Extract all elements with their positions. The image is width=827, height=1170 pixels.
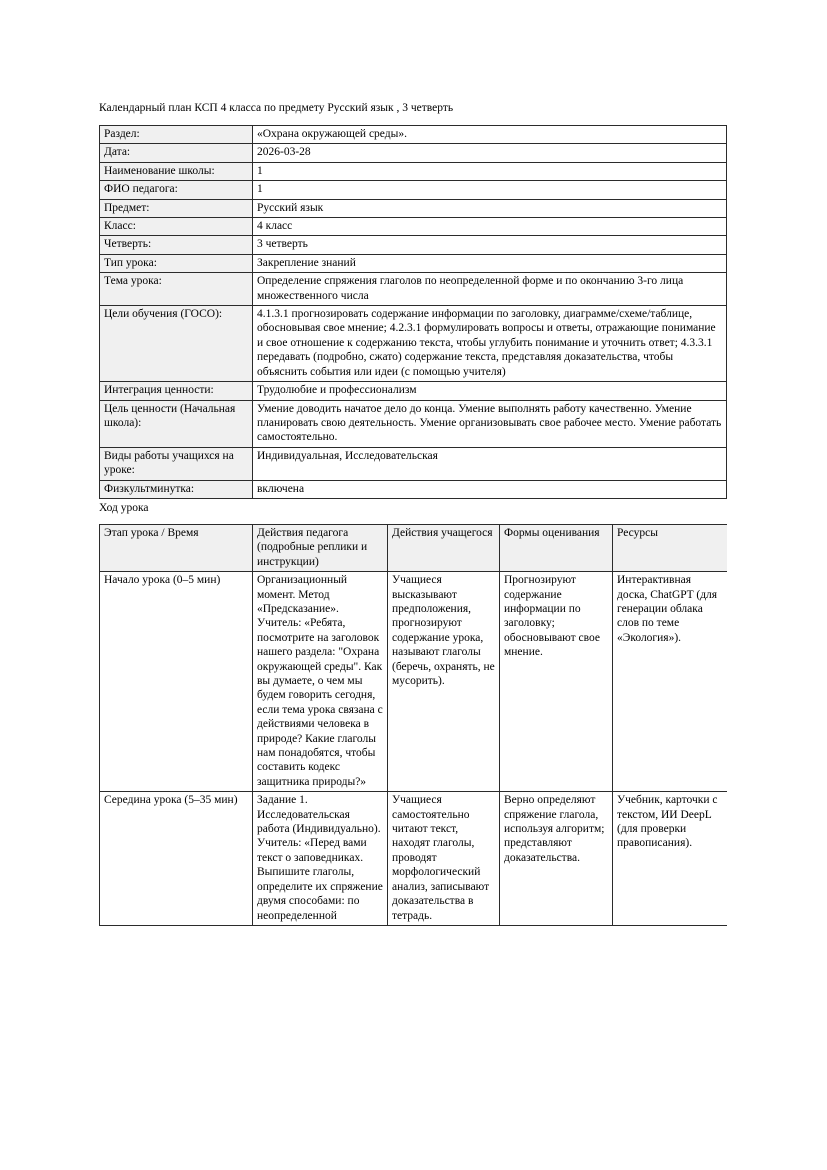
document-title: Календарный план КСП 4 класса по предмету Русский язык , 3 четверть — [99, 102, 454, 114]
info-value: Индивидуальная, Исследовательская — [253, 447, 727, 480]
info-value: 2026-03-28 — [253, 144, 727, 162]
info-value: Определение спряжения глаголов по неопределенной форме и по окончанию 3-го лица множественного числа — [253, 273, 727, 306]
table-row — [100, 447, 727, 480]
table-row — [100, 162, 727, 180]
lesson-flow-caption: Ход урока — [99, 501, 149, 514]
info-label: Физкультминутка: — [100, 480, 253, 498]
table-row — [100, 144, 727, 162]
table-header-row — [100, 524, 728, 571]
lesson-flow-table — [99, 524, 727, 926]
lesson-info-table — [99, 125, 727, 499]
cell-stage: Середина урока (5–35 мин) — [100, 792, 253, 926]
lesson-flow-clip — [99, 524, 727, 926]
table-row — [100, 273, 727, 306]
table-row — [100, 218, 727, 236]
lesson-flow-body — [100, 572, 728, 926]
info-label: Четверть: — [100, 236, 253, 254]
info-label: Предмет: — [100, 199, 253, 217]
cell-resources: Учебник, карточки с текстом, ИИ DeepL (для проверки правописания). — [613, 792, 728, 926]
column-header-teacher-actions: Действия педагога (подробные реплики и инструкции) — [253, 524, 388, 571]
info-label: Класс: — [100, 218, 253, 236]
info-value: «Охрана окружающей среды». — [253, 126, 727, 144]
info-value: 4.1.3.1 прогнозировать содержание информации по заголовку, диаграмме/схеме/таблице, обосновывая свое мнение; 4.2.3.1 формулировать вопросы и ответы, отражающие понимание и свое отношение к содержанию текста, чтобы углубить понимание и уточнить ответ; 4.3.3.1 передавать (подробно, сжато) содержание текста, представляя доказательства, чтобы объяснить события или идеи (с помощью учителя) — [253, 306, 727, 382]
table-row — [100, 382, 727, 400]
column-header-assessment: Формы оценивания — [500, 524, 613, 571]
cell-teacher-actions: Задание 1. Исследовательская работа (Индивидуально). Учитель: «Перед вами текст о заповедниках. Выпишите глаголы, определите их спряжение двумя способами: по неопределенной — [253, 792, 388, 926]
info-value: Умение доводить начатое дело до конца. Умение выполнять работу качественно. Умение планировать свою деятельность. Умение организовывать свое рабочее место. Умение работать самостоятельно. — [253, 400, 727, 447]
info-value: 4 класс — [253, 218, 727, 236]
table-row — [100, 126, 727, 144]
info-label: Виды работы учащихся на уроке: — [100, 447, 253, 480]
cell-assessment: Прогнозируют содержание информации по заголовку; обосновывают свое мнение. — [500, 572, 613, 792]
info-value: 1 — [253, 162, 727, 180]
info-label: Цель ценности (Начальная школа): — [100, 400, 253, 447]
cell-stage: Начало урока (0–5 мин) — [100, 572, 253, 792]
table-row — [100, 306, 727, 382]
cell-assessment: Верно определяют спряжение глагола, используя алгоритм; представляют доказательства. — [500, 792, 613, 926]
column-header-stage: Этап урока / Время — [100, 524, 253, 571]
column-header-student-actions: Действия учащегося — [388, 524, 500, 571]
info-label: Дата: — [100, 144, 253, 162]
info-label: Наименование школы: — [100, 162, 253, 180]
info-label: Цели обучения (ГОСО): — [100, 306, 253, 382]
table-row — [100, 181, 727, 199]
info-value: Закрепление знаний — [253, 254, 727, 272]
info-label: Тип урока: — [100, 254, 253, 272]
info-value: Русский язык — [253, 199, 727, 217]
info-value: включена — [253, 480, 727, 498]
column-header-resources: Ресурсы — [613, 524, 728, 571]
info-value: 3 четверть — [253, 236, 727, 254]
cell-student-actions: Учащиеся самостоятельно читают текст, находят глаголы, проводят морфологический анализ, записывают доказательства в тетрадь. — [388, 792, 500, 926]
info-label: ФИО педагога: — [100, 181, 253, 199]
info-label: Интеграция ценности: — [100, 382, 253, 400]
table-row — [100, 254, 727, 272]
table-row — [100, 792, 728, 926]
cell-student-actions: Учащиеся высказывают предположения, прогнозируют содержание урока, называют глаголы (беречь, охранять, не мусорить). — [388, 572, 500, 792]
table-row — [100, 199, 727, 217]
lesson-flow-head — [100, 524, 728, 571]
info-value: 1 — [253, 181, 727, 199]
table-row — [100, 480, 727, 498]
document-content — [99, 100, 727, 926]
table-row — [100, 236, 727, 254]
info-label: Тема урока: — [100, 273, 253, 306]
table-row — [100, 572, 728, 792]
cell-teacher-actions: Организационный момент. Метод «Предсказание». Учитель: «Ребята, посмотрите на заголовок нашего раздела: "Охрана окружающей среды". Как вы думаете, о чем мы будем говорить сегодня, если тема урока связана с действиями человека в природе? Какие глаголы нам понадобятся, чтобы составить кодекс защитника природы?» — [253, 572, 388, 792]
info-label: Раздел: — [100, 126, 253, 144]
table-row — [100, 400, 727, 447]
lesson-info-body — [100, 126, 727, 499]
info-value: Трудолюбие и профессионализм — [253, 382, 727, 400]
cell-resources: Интерактивная доска, ChatGPT (для генерации облака слов по теме «Экология»). — [613, 572, 728, 792]
